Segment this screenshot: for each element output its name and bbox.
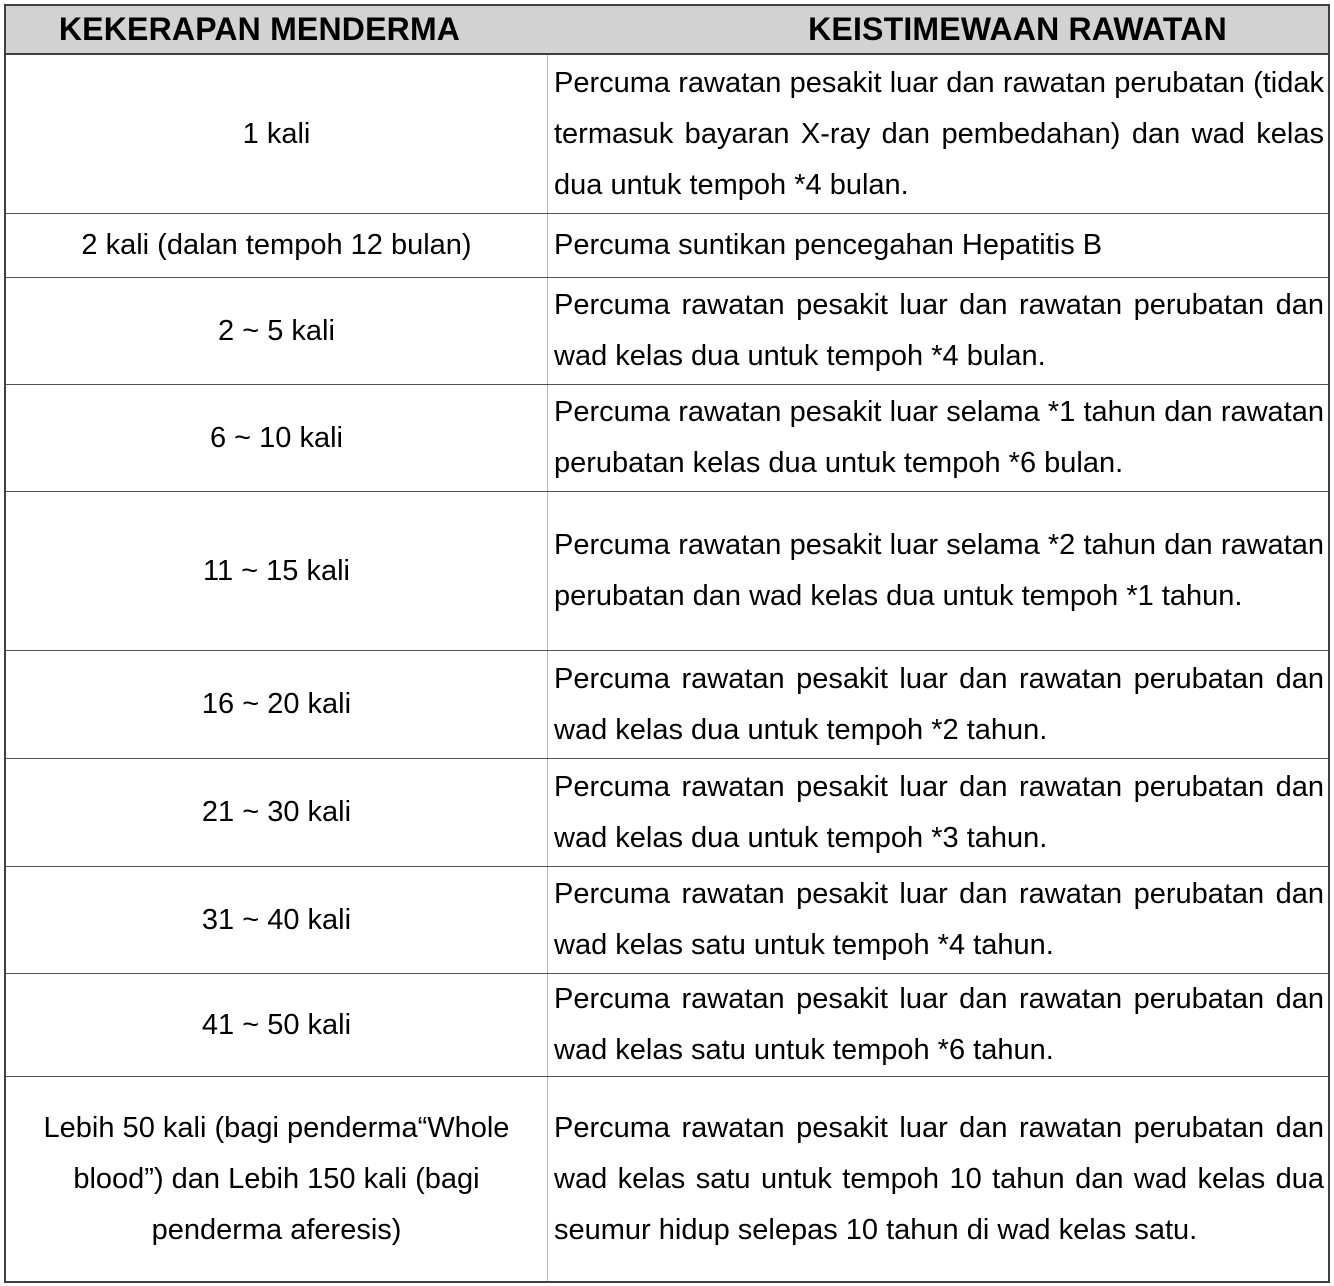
frequency-cell: 31 ~ 40 kali: [201, 903, 352, 936]
benefit-cell: [547, 385, 1328, 491]
table-row: [6, 384, 1328, 491]
table-row: [6, 277, 1328, 384]
frequency-cell: 21 ~ 30 kali: [201, 796, 352, 828]
benefit-text: Percuma rawatan pesakit luar dan rawatan perubatan (tidak termasuk bayaran X-ray dan pembedahan) dan wad kelas dua untuk tempoh *4 bulan.: [554, 66, 1324, 201]
table-row: [6, 491, 1328, 650]
frequency-cell: 2 kali (dalan tempoh 12 bulan): [81, 229, 472, 261]
table-row: [6, 973, 1328, 1076]
table-row: [6, 55, 1328, 213]
table-row: [6, 213, 1328, 277]
table-row: [6, 1076, 1328, 1281]
benefit-cell: [547, 651, 1328, 758]
benefit-cell: [547, 759, 1328, 866]
column-header-kekerapan-menderma: KEKERAPAN MENDERMA: [58, 11, 461, 47]
table-row: [6, 758, 1328, 866]
column-header-keistimewaan-rawatan: KEISTIMEWAAN RAWATAN: [808, 11, 1227, 47]
benefit-cell: [547, 1077, 1328, 1281]
benefit-text: Percuma rawatan pesakit luar dan rawatan perubatan dan wad kelas satu untuk tempoh 10 tahun dan wad kelas dua seumur hidup selepas 10 tahun di wad kelas satu.: [554, 1111, 1324, 1246]
frequency-cell: 16 ~ 20 kali: [201, 688, 352, 720]
benefit-cell: [547, 55, 1328, 213]
frequency-cell: 6 ~ 10 kali: [209, 421, 343, 454]
table-row: [6, 650, 1328, 758]
table-body: [6, 55, 1328, 1281]
benefit-cell: [547, 214, 1328, 277]
benefit-text: Percuma rawatan pesakit luar dan rawatan perubatan dan wad kelas satu untuk tempoh *6 tahun.: [554, 983, 1324, 1066]
benefit-text: Percuma rawatan pesakit luar selama *2 tahun dan rawatan perubatan dan wad kelas dua untuk tempoh *1 tahun.: [554, 529, 1324, 612]
benefit-text: Percuma rawatan pesakit luar dan rawatan perubatan dan wad kelas dua untuk tempoh *4 bulan.: [554, 289, 1324, 372]
benefit-cell: [547, 974, 1328, 1076]
benefit-text: Percuma rawatan pesakit luar selama *1 tahun dan rawatan perubatan kelas dua untuk tempoh *6 bulan.: [554, 396, 1324, 479]
frequency-cell: 41 ~ 50 kali: [201, 1008, 352, 1041]
benefit-cell: [547, 278, 1328, 384]
table-header-row: [6, 6, 1328, 55]
benefit-text: Percuma rawatan pesakit luar dan rawatan perubatan dan wad kelas dua untuk tempoh *3 tahun.: [554, 770, 1324, 854]
frequency-cell: 1 kali: [242, 117, 311, 150]
benefit-text: Percuma rawatan pesakit luar dan rawatan perubatan dan wad kelas satu untuk tempoh *4 tahun.: [554, 878, 1324, 961]
benefit-cell: [547, 492, 1328, 650]
donation-benefits-table: [4, 4, 1330, 1283]
benefit-text: Percuma rawatan pesakit luar dan rawatan perubatan dan wad kelas dua untuk tempoh *2 tahun.: [554, 662, 1324, 746]
benefit-text: Percuma suntikan pencegahan Hepatitis B: [554, 229, 1103, 261]
frequency-cell: 2 ~ 5 kali: [218, 314, 335, 347]
benefit-cell: [547, 867, 1328, 973]
table-row: [6, 866, 1328, 973]
frequency-cell: 11 ~ 15 kali: [203, 554, 350, 587]
frequency-cell: Lebih 50 kali (bagi penderma“Whole blood”) dan Lebih 150 kali (bagi penderma aferesis): [43, 1111, 510, 1246]
